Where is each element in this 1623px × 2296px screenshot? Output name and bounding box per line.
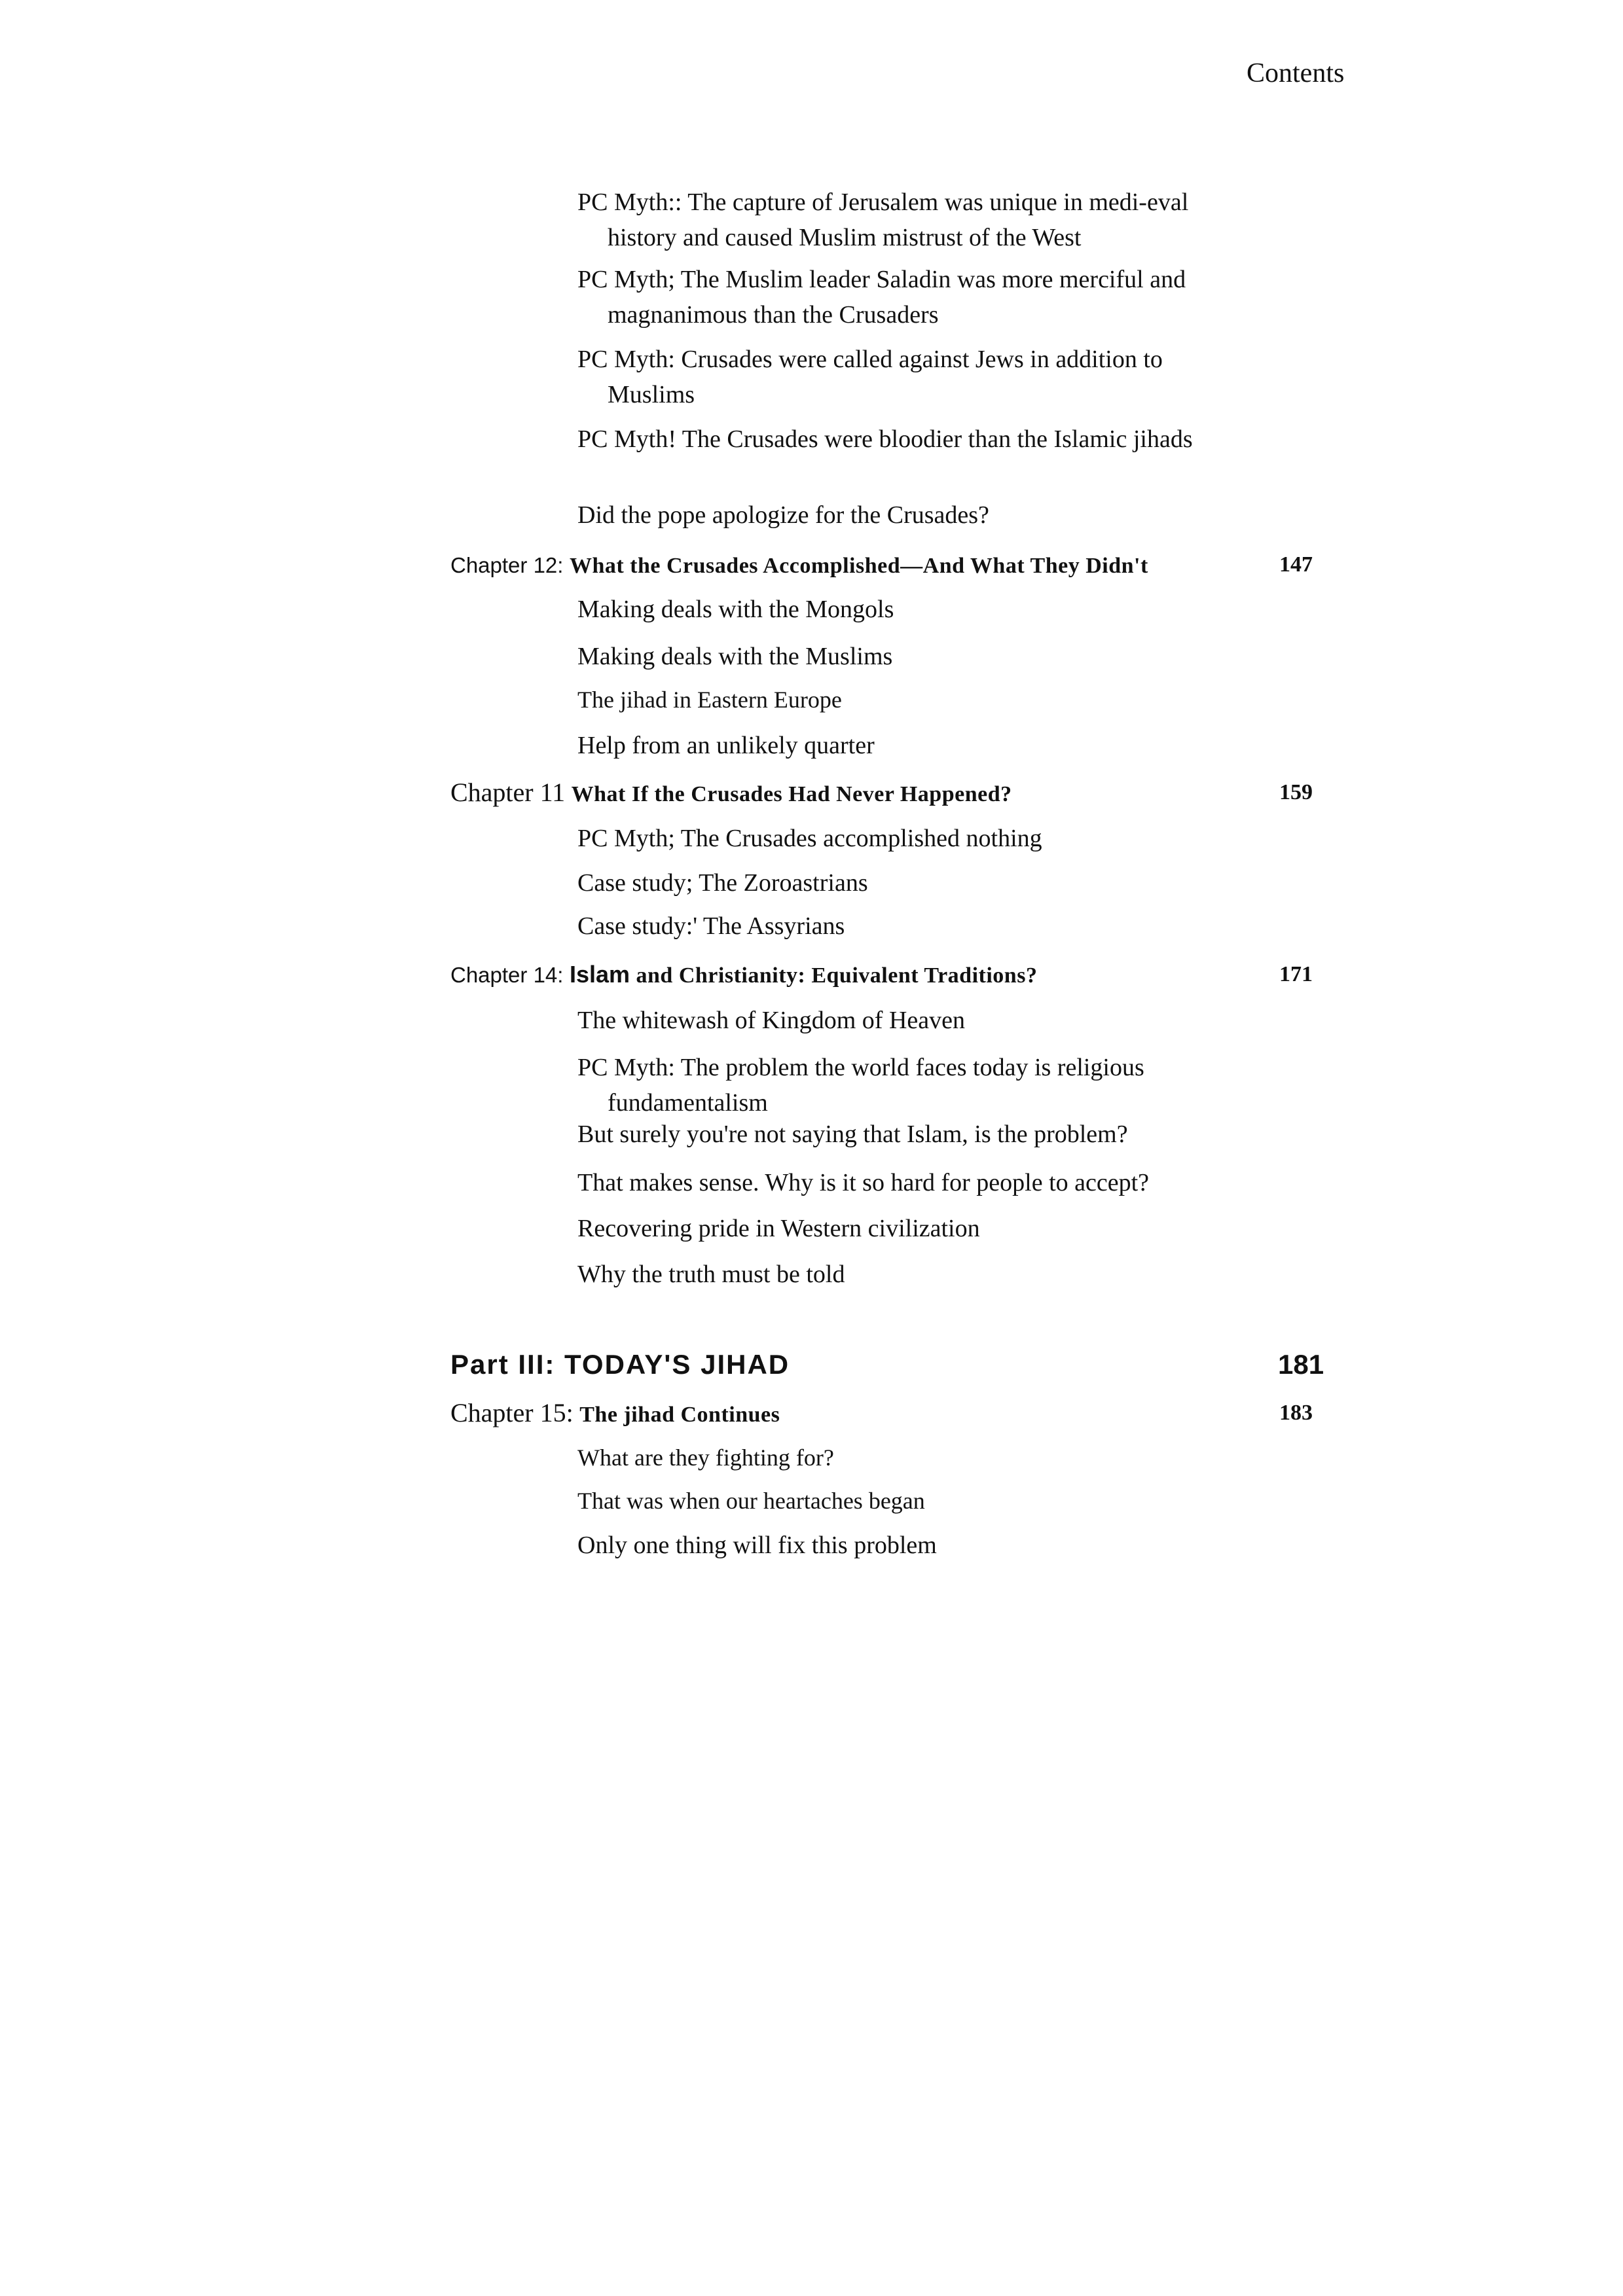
- toc-topic[interactable]: Recovering pride in Western civilization: [577, 1215, 980, 1242]
- chapter-label: Chapter 11: [450, 778, 566, 807]
- part-3-page: 181: [1278, 1349, 1324, 1380]
- chapter-title: What If the Crusades Had Never Happened?: [571, 782, 1012, 806]
- toc-topic[interactable]: PC Myth: The problem the world faces today is religious fundamentalism: [577, 1054, 1144, 1117]
- part-3-heading[interactable]: Part III: TODAY'S JIHAD: [450, 1349, 790, 1380]
- chapter-15-entry[interactable]: [450, 1395, 780, 1433]
- chapter-title: and Christianity: Equivalent Traditions?: [636, 963, 1038, 988]
- toc-topic[interactable]: Case study:' The Assyrians: [577, 912, 845, 940]
- chapter-13-entry[interactable]: [450, 775, 1012, 812]
- running-head: Contents: [1247, 58, 1345, 88]
- chapter-15-page: 183: [1279, 1401, 1313, 1425]
- toc-topic[interactable]: PC Myth! The Crusades were bloodier than the Islamic jihads: [577, 425, 1193, 453]
- toc-topic[interactable]: That makes sense. Why is it so hard for people to accept?: [577, 1169, 1150, 1196]
- chapter-title: What the Crusades Accomplished—And What They Didn't: [569, 554, 1148, 578]
- toc-topic[interactable]: What are they fighting for?: [577, 1444, 834, 1471]
- toc-topic[interactable]: Only one thing will fix this problem: [577, 1532, 937, 1559]
- toc-topic[interactable]: PC Myth; The Crusades accomplished nothing: [577, 825, 1042, 852]
- toc-topic[interactable]: That was when our heartaches began: [577, 1488, 925, 1514]
- toc-topic[interactable]: Did the pope apologize for the Crusades?: [577, 501, 989, 529]
- toc-topic[interactable]: PC Myth:: The capture of Jerusalem was unique in medi-eval history and caused Muslim mistrust of the West: [577, 188, 1189, 251]
- toc-topic[interactable]: Making deals with the Muslims: [577, 643, 893, 670]
- chapter-14-entry[interactable]: [450, 957, 1037, 994]
- toc-topic[interactable]: PC Myth; The Muslim leader Saladin was more merciful and magnanimous than the Crusaders: [577, 266, 1186, 329]
- chapter-label: Chapter 14:: [450, 963, 564, 987]
- toc-topic[interactable]: Why the truth must be told: [577, 1261, 845, 1288]
- chapter-label: Chapter 12:: [450, 553, 564, 577]
- chapter-title: The jihad Continues: [579, 1403, 780, 1427]
- toc-topic[interactable]: But surely you're not saying that Islam, is the problem?: [577, 1121, 1128, 1148]
- toc-topic[interactable]: Case study; The Zoroastrians: [577, 869, 868, 897]
- toc-topic[interactable]: The whitewash of Kingdom of Heaven: [577, 1007, 966, 1034]
- toc-topic[interactable]: Making deals with the Mongols: [577, 596, 894, 623]
- chapter-12-page: 147: [1279, 552, 1313, 577]
- toc-topic[interactable]: The jihad in Eastern Europe: [577, 687, 842, 713]
- chapter-label: Chapter 15:: [450, 1398, 574, 1427]
- chapter-title-lead: Islam: [569, 961, 630, 988]
- toc-topic[interactable]: PC Myth: Crusades were called against Jews in addition to Muslims: [577, 346, 1163, 408]
- chapter-14-page: 171: [1279, 962, 1313, 986]
- chapter-13-page: 159: [1279, 780, 1313, 804]
- chapter-12-entry[interactable]: [450, 547, 1148, 584]
- toc-topic[interactable]: Help from an unlikely quarter: [577, 732, 875, 759]
